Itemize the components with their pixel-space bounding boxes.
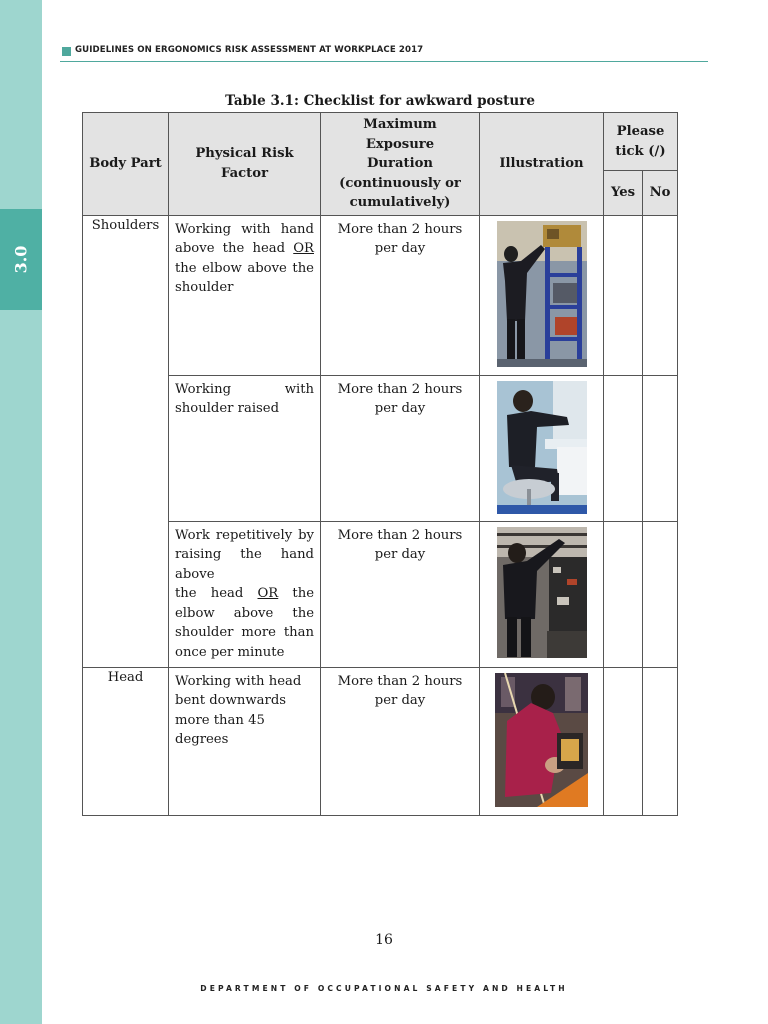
- table-row: [83, 215, 678, 375]
- header-square-icon: [62, 47, 71, 56]
- header-risk-factor: Physical Risk Factor: [169, 113, 321, 216]
- header-body-part: Body Part: [83, 113, 169, 216]
- exposure-cell: More than 2 hours per day: [321, 521, 480, 667]
- exposure-cell: More than 2 hours per day: [321, 375, 480, 521]
- footer-department: DEPARTMENT OF OCCUPATIONAL SAFETY AND HEALTH: [200, 984, 568, 993]
- header-illustration: Illustration: [480, 113, 604, 216]
- worker-shoulder-raised-photo: [497, 381, 587, 514]
- risk-factor-cell: Work repetitively by raising the hand above the head OR the elbow above the shoulder more than once per minute: [169, 521, 321, 667]
- illustration-cell: [480, 375, 604, 521]
- yes-checkbox[interactable]: [604, 215, 643, 375]
- illustration-cell: [480, 215, 604, 375]
- table-row: [83, 375, 678, 521]
- illustration-cell: [480, 667, 604, 815]
- yes-checkbox[interactable]: [604, 375, 643, 521]
- worker-reaching-shelf-photo: [497, 221, 587, 367]
- header-exposure: Maximum Exposure Duration (continuously or cumulatively): [321, 113, 480, 216]
- illustration-cell: [480, 521, 604, 667]
- risk-factor-cell: Working with hand above the head OR the elbow above the shoulder: [169, 215, 321, 375]
- body-part-label: Shoulders: [91, 217, 160, 233]
- header-no: No: [643, 171, 678, 215]
- worker-head-bent-photo: [495, 673, 588, 807]
- running-header: [60, 46, 708, 62]
- yes-checkbox[interactable]: [604, 667, 643, 815]
- checklist-table: [82, 112, 678, 816]
- body-part-label: Head: [107, 669, 144, 685]
- body-part-cell: [83, 667, 169, 815]
- side-strip: [0, 0, 42, 1024]
- worker-raising-hand-photo: [497, 527, 587, 658]
- exposure-cell: More than 2 hours per day: [321, 667, 480, 815]
- chapter-tab: [0, 209, 42, 310]
- chapter-tab-label: 3.0: [11, 245, 31, 274]
- no-checkbox[interactable]: [643, 215, 678, 375]
- table-caption: Table 3.1: Checklist for awkward posture: [225, 93, 535, 109]
- no-checkbox[interactable]: [643, 375, 678, 521]
- body-part-cell: [83, 215, 169, 667]
- no-checkbox[interactable]: [643, 667, 678, 815]
- no-checkbox[interactable]: [643, 521, 678, 667]
- risk-factor-cell: Working with shoulder raised: [169, 375, 321, 521]
- exposure-cell: More than 2 hours per day: [321, 215, 480, 375]
- page-number: 16: [375, 932, 393, 948]
- table-row: [83, 667, 678, 815]
- risk-factor-cell: Working with head bent downwards more than 45 degrees: [169, 667, 321, 815]
- header-yes: Yes: [604, 171, 643, 215]
- table-row: [83, 521, 678, 667]
- header-rule: [60, 61, 708, 62]
- yes-checkbox[interactable]: [604, 521, 643, 667]
- header-please-tick: Please tick (/): [604, 113, 678, 171]
- header-title: GUIDELINES ON ERGONOMICS RISK ASSESSMENT AT WORKPLACE 2017: [75, 45, 424, 55]
